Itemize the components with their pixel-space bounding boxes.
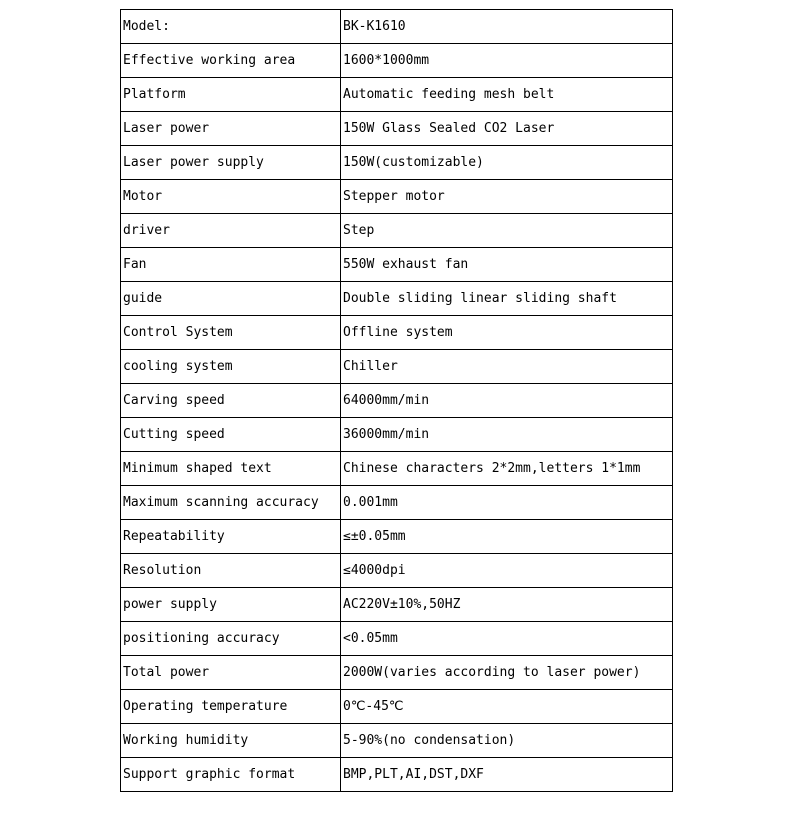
spec-value: 2000W(varies according to laser power) bbox=[341, 656, 673, 690]
spec-table bbox=[120, 9, 673, 792]
spec-value: Offline system bbox=[341, 316, 673, 350]
spec-label: power supply bbox=[121, 588, 341, 622]
spec-value: BK-K1610 bbox=[341, 10, 673, 44]
table-row bbox=[121, 214, 673, 248]
table-row bbox=[121, 724, 673, 758]
table-row bbox=[121, 180, 673, 214]
spec-label: Laser power supply bbox=[121, 146, 341, 180]
table-row bbox=[121, 282, 673, 316]
spec-value: 0℃-45℃ bbox=[341, 690, 673, 724]
spec-value: Double sliding linear sliding shaft bbox=[341, 282, 673, 316]
table-row bbox=[121, 384, 673, 418]
spec-value: 64000mm/min bbox=[341, 384, 673, 418]
table-row bbox=[121, 350, 673, 384]
spec-label: Repeatability bbox=[121, 520, 341, 554]
table-row bbox=[121, 316, 673, 350]
table-row bbox=[121, 44, 673, 78]
spec-label: Minimum shaped text bbox=[121, 452, 341, 486]
spec-value: ≤±0.05mm bbox=[341, 520, 673, 554]
table-row bbox=[121, 146, 673, 180]
table-row bbox=[121, 622, 673, 656]
table-row bbox=[121, 656, 673, 690]
spec-value: Chinese characters 2*2mm,letters 1*1mm bbox=[341, 452, 673, 486]
spec-label: cooling system bbox=[121, 350, 341, 384]
table-row bbox=[121, 690, 673, 724]
spec-value: Step bbox=[341, 214, 673, 248]
spec-label: Maximum scanning accuracy bbox=[121, 486, 341, 520]
table-row bbox=[121, 486, 673, 520]
spec-label: driver bbox=[121, 214, 341, 248]
table-row bbox=[121, 10, 673, 44]
spec-label: Motor bbox=[121, 180, 341, 214]
spec-label: Effective working area bbox=[121, 44, 341, 78]
spec-table-body bbox=[121, 10, 673, 792]
spec-value: <0.05mm bbox=[341, 622, 673, 656]
spec-label: Working humidity bbox=[121, 724, 341, 758]
table-row bbox=[121, 112, 673, 146]
spec-label: Total power bbox=[121, 656, 341, 690]
spec-value: BMP,PLT,AI,DST,DXF bbox=[341, 758, 673, 792]
table-row bbox=[121, 758, 673, 792]
spec-label: Operating temperature bbox=[121, 690, 341, 724]
spec-label: Control System bbox=[121, 316, 341, 350]
spec-label: Model: bbox=[121, 10, 341, 44]
spec-value: 5-90%(no condensation) bbox=[341, 724, 673, 758]
table-row bbox=[121, 554, 673, 588]
spec-label: guide bbox=[121, 282, 341, 316]
spec-value: 550W exhaust fan bbox=[341, 248, 673, 282]
spec-value: ≤4000dpi bbox=[341, 554, 673, 588]
spec-value: 1600*1000mm bbox=[341, 44, 673, 78]
table-row bbox=[121, 78, 673, 112]
spec-value: 36000mm/min bbox=[341, 418, 673, 452]
table-row bbox=[121, 588, 673, 622]
table-row bbox=[121, 520, 673, 554]
spec-value: Stepper motor bbox=[341, 180, 673, 214]
spec-label: Laser power bbox=[121, 112, 341, 146]
table-row bbox=[121, 418, 673, 452]
spec-value: 0.001mm bbox=[341, 486, 673, 520]
spec-label: Carving speed bbox=[121, 384, 341, 418]
spec-value: Automatic feeding mesh belt bbox=[341, 78, 673, 112]
spec-label: Resolution bbox=[121, 554, 341, 588]
table-row bbox=[121, 452, 673, 486]
spec-value: 150W Glass Sealed CO2 Laser bbox=[341, 112, 673, 146]
spec-label: Cutting speed bbox=[121, 418, 341, 452]
spec-value: Chiller bbox=[341, 350, 673, 384]
spec-label: Support graphic format bbox=[121, 758, 341, 792]
spec-value: AC220V±10%,50HZ bbox=[341, 588, 673, 622]
table-row bbox=[121, 248, 673, 282]
spec-value: 150W(customizable) bbox=[341, 146, 673, 180]
spec-label: Platform bbox=[121, 78, 341, 112]
spec-label: positioning accuracy bbox=[121, 622, 341, 656]
spec-label: Fan bbox=[121, 248, 341, 282]
